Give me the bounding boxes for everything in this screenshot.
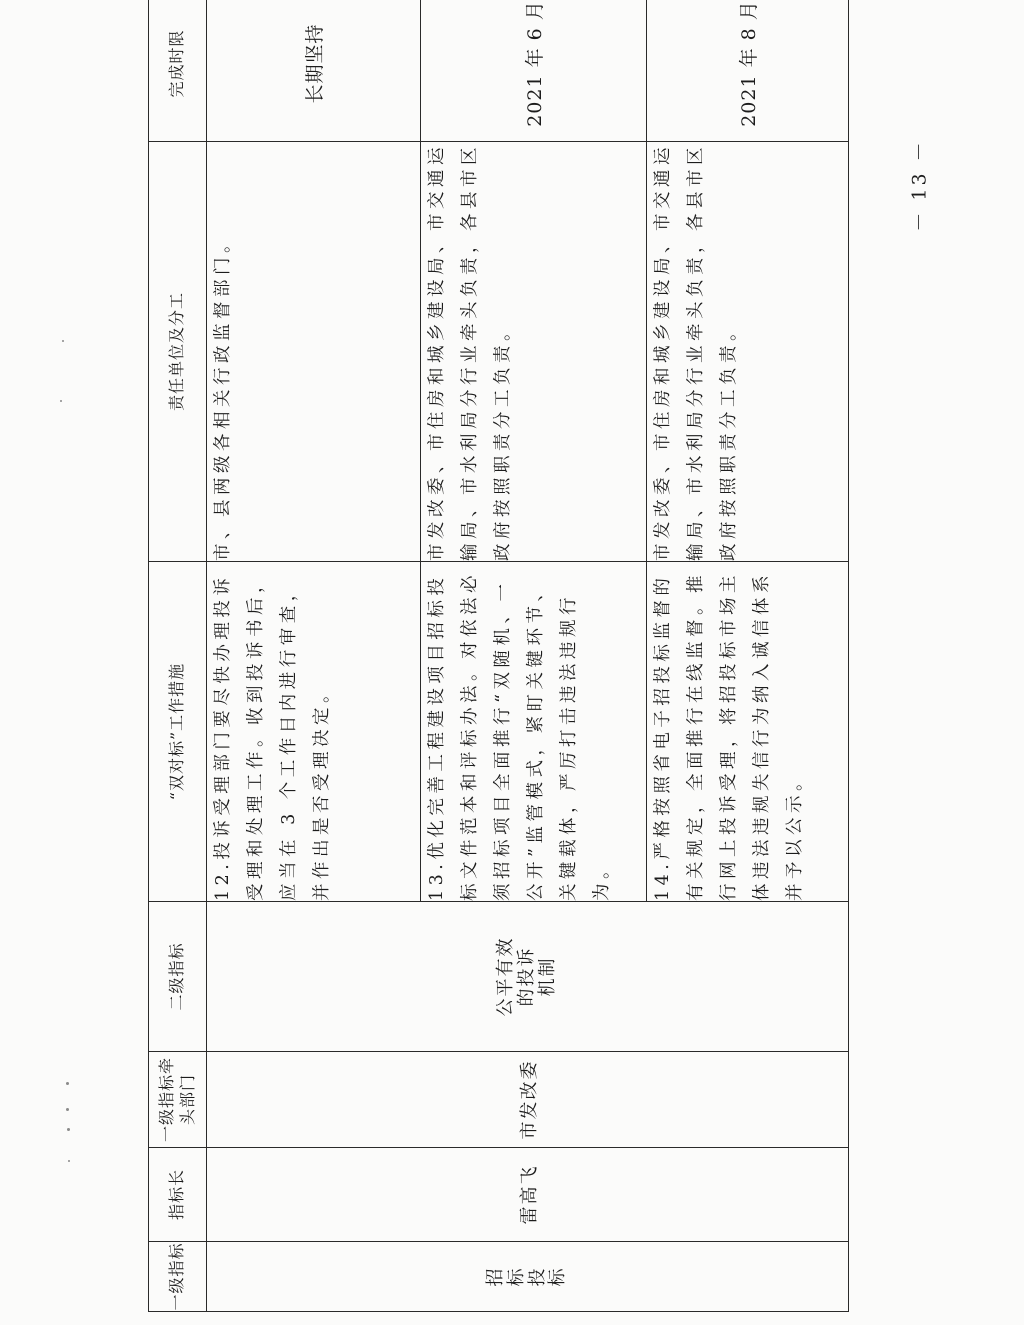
level2-line: 机制 (536, 956, 558, 997)
level2-line: 公平有效 (495, 936, 517, 1017)
scan-speck (60, 400, 62, 402)
responsible-cell: 市发改委、市住房和城乡建设局、市交通运输局、市水利局分行业牵头负责，各县市区政府按照职责分工负责。 (647, 142, 849, 562)
level1-cell (207, 1242, 849, 1312)
level1-char: 投 (526, 1266, 548, 1287)
measure-cell: 13.优化完善工程建设项目招标投标文件范本和评标办法。对依法必须招标项目全面推行“双随机、一公开”监管模式，紧盯关键环节、关键载体，严厉打击违法违规行为。 (421, 562, 647, 902)
header-measures: “双对标”工作措施 (149, 562, 207, 902)
header-lead-dept: 一级指标牵头部门 (149, 1052, 207, 1148)
scan-speck (67, 1128, 70, 1131)
header-indicator-lead: 指标长 (149, 1148, 207, 1242)
level2-line: 的投诉 (516, 946, 538, 1007)
responsible-cell: 市发改委、市住房和城乡建设局、市交通运输局、市水利局分行业牵头负责，各县市区政府按照职责分工负责。 (421, 142, 647, 562)
indicator-lead-cell: 雷高飞 (207, 1148, 849, 1242)
table-row (207, 0, 421, 1312)
measure-cell: 12.投诉受理部门要尽快办理投诉受理和处理工作。收到投诉书后，应当在 3 个工作日内进行审查，并作出是否受理决定。 (207, 562, 421, 902)
scan-speck (68, 1160, 70, 1162)
deadline-cell: 2021 年 6 月 (421, 0, 647, 142)
lead-dept-cell: 市发改委 (207, 1052, 849, 1148)
scan-speck (66, 1082, 69, 1085)
header-level2: 二级指标 (149, 902, 207, 1052)
level1-char: 招 (485, 1266, 507, 1287)
header-level1: 一级指标 (149, 1242, 207, 1312)
header-responsible: 责任单位及分工 (149, 142, 207, 562)
scan-speck (62, 340, 64, 342)
deadline-cell: 长期坚持 (207, 0, 421, 142)
rotated-table-container (148, 0, 848, 1312)
level1-char: 标 (547, 1266, 569, 1287)
level2-cell (207, 902, 849, 1052)
responsible-cell: 市、县两级各相关行政监督部门。 (207, 142, 421, 562)
page-number: － 13 － (908, 139, 931, 232)
header-deadline: 完成时限 (149, 0, 207, 142)
scan-speck (66, 1108, 69, 1111)
measure-cell: 14.严格按照省电子招投标监督的有关规定，全面推行在线监督。推行网上投诉受理，将招投标市场主体违法违规失信行为纳入诚信体系并予以公示。 (647, 562, 849, 902)
header-row (149, 0, 207, 1312)
level1-char: 标 (505, 1266, 527, 1287)
deadline-cell: 2021 年 8 月 (647, 0, 849, 142)
task-table (148, 0, 849, 1312)
